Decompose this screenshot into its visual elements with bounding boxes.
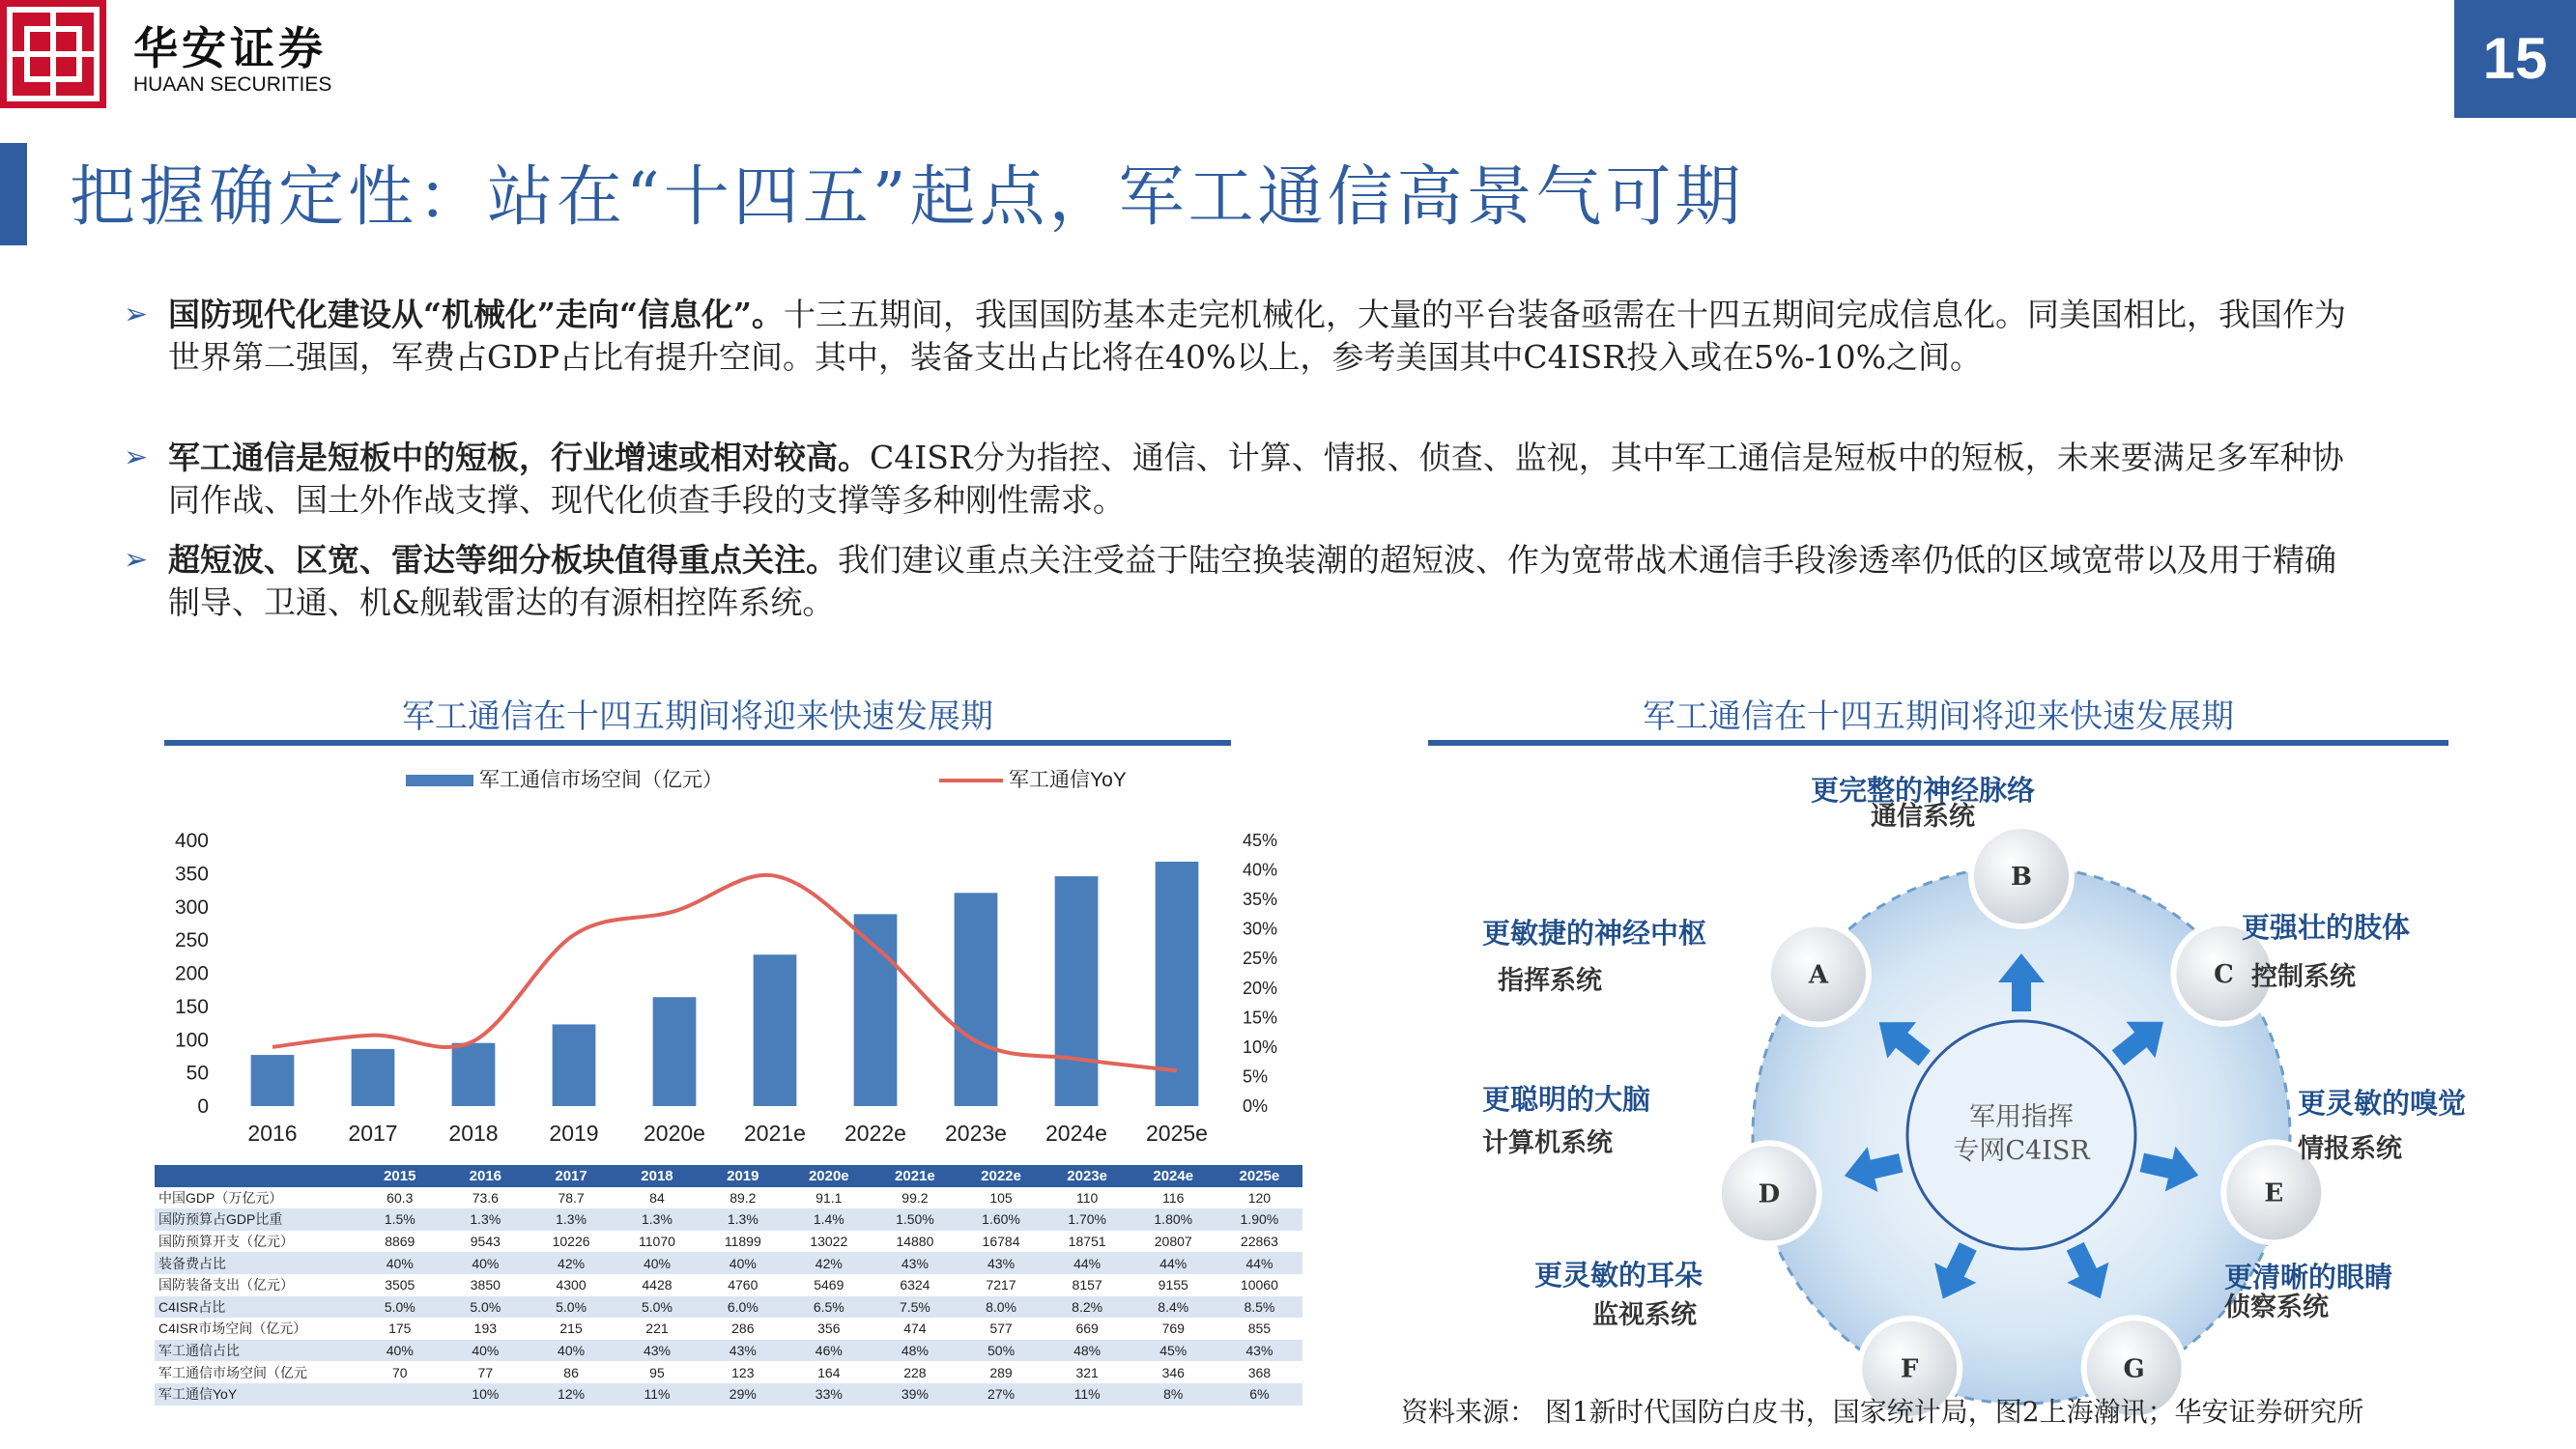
legend-bar-label: 军工通信市场空间（亿元） (479, 769, 723, 791)
table-header-cell: 2018 (615, 1165, 701, 1187)
node-caption: 更灵敏的嗅觉 (2298, 1087, 2467, 1120)
bullet-3-text: 我们建议重点关注受益于陆空换装潮的超短波、作为宽带战术通信手段渗透率仍低的区域宽带以及用于精确制导、卫通、机&舰载雷达的有源相控阵系统。 (168, 541, 2336, 621)
table-cell: 91.1 (816, 1189, 843, 1206)
node-system-label: 计算机系统 (1482, 1128, 1613, 1158)
y-left-tick-label: 150 (174, 995, 209, 1018)
right-section-rule (1428, 740, 2448, 746)
y-left-tick-label: 300 (174, 895, 209, 919)
table-cell: 11070 (639, 1234, 675, 1250)
y-right-tick-label: 15% (1243, 1008, 1278, 1028)
table-cell: 9543 (470, 1234, 501, 1250)
node-letter: A (1808, 960, 1829, 990)
node-letter: E (2264, 1179, 2284, 1208)
node-system-label: 通信系统 (1871, 802, 1975, 832)
table-cell: 215 (559, 1321, 583, 1337)
x-tick-label: 2016 (247, 1121, 298, 1146)
table-cell: 48% (872, 1340, 958, 1362)
x-tick-label: 2020e (644, 1121, 705, 1146)
table-cell: 50% (958, 1340, 1044, 1362)
table-cell: 105 (989, 1189, 1013, 1206)
table-row-label: C4ISR市场空间（亿元） (158, 1321, 307, 1337)
bullet-1-text: 十三五期间，我国国防基本走完机械化，大量的平台装备亟需在十四五期间完成信息化。同美国相比，我国作为世界第二强国，军费占GDP占比有提升空间。其中，装备支出占比将在40%以上，参考美国其中C4ISR投入或在5%-10%之间。 (168, 296, 2346, 376)
table-row-label: 国防预算开支（亿元） (158, 1234, 294, 1250)
bullet-3-bold: 超短波、区宽、雷达等细分板块值得重点关注。 (168, 541, 838, 579)
table-cell: 6.0% (700, 1296, 786, 1319)
center-label-line1: 军用指挥 (1969, 1102, 2074, 1132)
bar-2021e (754, 954, 797, 1106)
table-cell: 577 (989, 1321, 1013, 1337)
node-caption: 更完整的神经脉络 (1810, 774, 2036, 807)
table-cell: 1.3% (529, 1208, 615, 1231)
table-cell: 3505 (385, 1277, 415, 1293)
table-cell: 855 (1247, 1321, 1272, 1337)
table-cell: 1.3% (615, 1208, 701, 1231)
table-cell: 16784 (982, 1234, 1020, 1250)
table-cell: 77 (477, 1364, 494, 1380)
table-cell: 13022 (810, 1234, 848, 1250)
table-cell: 286 (731, 1321, 755, 1337)
table-cell: 44% (1216, 1252, 1302, 1274)
table-row (155, 1208, 1302, 1231)
x-tick-label: 2025e (1146, 1121, 1208, 1146)
table-cell: 6.5% (786, 1296, 872, 1319)
table-row (155, 1274, 1302, 1296)
logo-chinese-name: 华安证券 (133, 22, 327, 74)
table-cell: 1.3% (443, 1208, 529, 1231)
c4isr-diagram (1482, 763, 2474, 1384)
right-section-title: 军工通信在十四五期间将迎来快速发展期 (1643, 697, 2234, 736)
table-cell: 46% (786, 1340, 872, 1362)
table-cell: 1.5% (358, 1208, 444, 1231)
table-cell: 11% (1045, 1383, 1131, 1406)
bullet-3 (124, 539, 2361, 624)
table-cell: 40% (615, 1252, 701, 1274)
bullet-1 (124, 294, 2361, 379)
node-caption: 更灵敏的耳朵 (1534, 1259, 1703, 1292)
table-cell: 356 (817, 1321, 841, 1337)
y-left-tick-label: 350 (174, 863, 209, 886)
table-row-label: 国防预算占GDP比重 (155, 1208, 358, 1231)
table-cell: 1.4% (786, 1208, 872, 1231)
table-cell: 7217 (986, 1277, 1016, 1293)
table-cell: 123 (731, 1364, 755, 1380)
table-cell: 1.80% (1131, 1208, 1216, 1231)
table-cell: 40% (443, 1340, 529, 1362)
bullet-arrow-icon: ➢ (124, 440, 149, 474)
node-letter: F (1900, 1354, 1919, 1384)
table-cell: 42% (786, 1252, 872, 1274)
table-cell: 18751 (1068, 1234, 1106, 1250)
legend-line-label: 军工通信YoY (1009, 769, 1127, 791)
table-cell: 33% (786, 1383, 872, 1406)
table-header-cell: 2019 (700, 1165, 786, 1187)
node-system-label: 指挥系统 (1498, 966, 1602, 996)
table-cell: 43% (872, 1252, 958, 1274)
title-accent-bar (0, 143, 27, 245)
table-cell: 116 (1162, 1189, 1185, 1206)
table-header-cell (155, 1165, 358, 1187)
table-row-label: 国防装备支出（亿元） (158, 1277, 294, 1293)
table-cell: 40% (358, 1252, 444, 1274)
y-left-tick-label: 250 (174, 929, 209, 952)
bar-2020e (653, 997, 697, 1106)
table-cell: 5.0% (615, 1296, 701, 1319)
bar-2023e (955, 893, 998, 1106)
y-right-tick-label: 30% (1243, 919, 1278, 939)
center-circle (1907, 1021, 2135, 1249)
table-cell: 1.70% (1045, 1208, 1131, 1231)
table-row-label: 中国GDP（万亿元） (158, 1189, 283, 1206)
bar-2018 (452, 1043, 496, 1106)
table-cell: 346 (1161, 1364, 1185, 1380)
table-cell: 8% (1131, 1383, 1216, 1406)
y-right-tick-label: 45% (1243, 831, 1278, 850)
table-cell: 11899 (724, 1234, 761, 1250)
node-system-label: 侦察系统 (2224, 1293, 2329, 1322)
table-cell: 228 (903, 1364, 927, 1380)
left-section-rule (164, 740, 1231, 746)
node-system-label: 控制系统 (2251, 962, 2356, 992)
table-cell: 221 (645, 1321, 669, 1337)
bullet-2 (124, 437, 2361, 522)
bar-2022e (854, 914, 898, 1106)
table-cell: 4428 (642, 1277, 673, 1293)
table-cell: 1.50% (872, 1208, 958, 1231)
table-cell: 10226 (552, 1234, 590, 1250)
node-A (1768, 924, 1869, 1025)
table-cell: 7.5% (872, 1296, 958, 1319)
table-header-cell: 2017 (529, 1165, 615, 1187)
left-section-title: 军工通信在十四五期间将迎来快速发展期 (402, 697, 993, 736)
table-cell: 368 (1247, 1364, 1272, 1380)
table-cell: 44% (1131, 1252, 1216, 1274)
node-letter: D (1758, 1179, 1781, 1209)
y-left-tick-label: 0 (197, 1095, 209, 1118)
table-cell: 40% (529, 1340, 615, 1362)
table-row (155, 1318, 1302, 1340)
table-cell: 5.0% (358, 1296, 444, 1319)
table-row (155, 1252, 1302, 1274)
table-cell: 95 (649, 1364, 665, 1380)
node-letter: G (2123, 1354, 2145, 1384)
legend-bar-swatch (406, 775, 473, 786)
logo-mark (0, 0, 106, 108)
table-cell: 6324 (900, 1277, 930, 1293)
logo-english-name: HUAAN SECURITIES (133, 73, 332, 96)
table-cell: 48% (1045, 1340, 1131, 1362)
table-cell: 73.6 (472, 1189, 499, 1206)
table-cell: 39% (872, 1383, 958, 1406)
node-letter: B (2011, 863, 2032, 892)
bullet-arrow-icon: ➢ (124, 298, 149, 331)
node-system-label: 情报系统 (2298, 1134, 2402, 1164)
table-cell: 289 (989, 1364, 1013, 1380)
y-left-tick-label: 50 (186, 1062, 209, 1085)
table-cell: 86 (563, 1364, 579, 1380)
x-tick-label: 2024e (1045, 1121, 1107, 1146)
y-right-tick-label: 5% (1243, 1066, 1269, 1087)
table-cell: 8.4% (1131, 1296, 1216, 1319)
y-right-tick-label: 10% (1243, 1037, 1278, 1057)
node-B (1971, 826, 2072, 926)
table-row-label: C4ISR占比 (155, 1296, 358, 1319)
table-row (155, 1361, 1302, 1383)
table-cell: 14880 (896, 1234, 934, 1250)
source-note: 资料来源： 图1新时代国防白皮书，国家统计局，图2上海瀚讯；华安证券研究所 (1401, 1396, 2364, 1428)
table-cell: 321 (1075, 1364, 1099, 1380)
table-row (155, 1383, 1302, 1406)
bar-2019 (553, 1024, 596, 1106)
center-label-line2: 专网C4ISR (1953, 1136, 2090, 1166)
x-tick-label: 2021e (744, 1121, 806, 1146)
table-cell: 40% (700, 1252, 786, 1274)
x-tick-label: 2019 (549, 1121, 599, 1146)
table-cell: 8869 (385, 1234, 415, 1250)
table-cell: 1.90% (1216, 1208, 1302, 1231)
table-cell: 10060 (1240, 1277, 1278, 1293)
table-cell: 193 (473, 1321, 498, 1337)
table-cell: 1.3% (700, 1208, 786, 1231)
y-right-tick-label: 0% (1243, 1096, 1269, 1116)
node-caption: 更清晰的眼睛 (2224, 1261, 2393, 1293)
x-tick-label: 2023e (945, 1121, 1007, 1146)
market-combo-chart (155, 753, 1343, 1159)
table-cell: 4300 (556, 1277, 587, 1293)
table-cell: 5.0% (529, 1296, 615, 1319)
table-cell: 43% (700, 1340, 786, 1362)
table-row-label: 军工通信市场空间（亿元 (158, 1364, 307, 1380)
chart-legend (406, 769, 1127, 791)
node-D (1719, 1143, 1819, 1243)
table-cell: 40% (443, 1252, 529, 1274)
table-cell: 8.0% (958, 1296, 1044, 1319)
bar-2024e (1055, 876, 1099, 1106)
table-cell: 40% (358, 1340, 444, 1362)
table-header-cell: 2020e (786, 1165, 872, 1187)
table-cell: 12% (529, 1383, 615, 1406)
table-cell (358, 1383, 444, 1406)
table-cell: 1.60% (958, 1208, 1044, 1231)
table-row-label: 军工通信占比 (155, 1340, 358, 1362)
table-cell: 43% (1216, 1340, 1302, 1362)
table-cell: 3850 (470, 1277, 501, 1293)
table-header-cell: 2022e (958, 1165, 1044, 1187)
table-header-cell: 2021e (872, 1165, 958, 1187)
y-left-tick-label: 200 (174, 962, 209, 985)
table-header-cell: 2025e (1216, 1165, 1302, 1187)
bullet-arrow-icon: ➢ (124, 543, 149, 577)
page-number: 15 (2454, 0, 2576, 118)
table-cell: 22863 (1240, 1234, 1278, 1250)
table-cell: 10% (443, 1383, 529, 1406)
table-cell: 769 (1161, 1321, 1185, 1337)
bullet-2-text: C4ISR分为指控、通信、计算、情报、侦查、监视，其中军工通信是短板中的短板，未来要满足多军种协同作战、国土外作战支撑、现代化侦查手段的支撑等多种刚性需求。 (168, 439, 2344, 519)
table-header-row (155, 1165, 1302, 1187)
table-cell: 78.7 (558, 1189, 585, 1206)
table-row (155, 1296, 1302, 1319)
table-cell: 27% (958, 1383, 1044, 1406)
bar-2017 (352, 1049, 395, 1106)
table-cell: 6% (1216, 1383, 1302, 1406)
table-cell: 4760 (728, 1277, 758, 1293)
bullet-2-bold: 军工通信是短板中的短板，行业增速或相对较高。 (168, 439, 870, 476)
table-cell: 29% (700, 1383, 786, 1406)
table-cell: 89.2 (730, 1189, 757, 1206)
table-header-cell: 2015 (358, 1165, 444, 1187)
table-header-cell: 2023e (1045, 1165, 1131, 1187)
data-table (155, 1165, 1302, 1406)
y-right-tick-label: 35% (1243, 890, 1278, 910)
bar-2016 (251, 1055, 295, 1106)
table-cell: 11% (615, 1383, 701, 1406)
x-tick-label: 2017 (348, 1121, 398, 1146)
table-cell: 669 (1075, 1321, 1099, 1337)
table-cell: 70 (392, 1364, 408, 1380)
table-cell: 8157 (1072, 1277, 1102, 1293)
table-header-cell: 2016 (443, 1165, 529, 1187)
y-right-tick-label: 40% (1243, 860, 1278, 880)
table-cell: 8.5% (1216, 1296, 1302, 1319)
table-cell: 5.0% (443, 1296, 529, 1319)
y-left-tick-label: 400 (174, 830, 209, 852)
table-cell: 42% (529, 1252, 615, 1274)
table-cell: 43% (958, 1252, 1044, 1274)
node-letter: C (2214, 959, 2234, 989)
table-row-label: 装备费占比 (155, 1252, 358, 1274)
x-tick-label: 2018 (448, 1121, 499, 1146)
node-caption: 更聪明的大脑 (1482, 1083, 1651, 1116)
page-title: 把握确定性：站在“十四五”起点，军工通信高景气可期 (70, 159, 1745, 236)
table-cell: 99.2 (902, 1189, 929, 1206)
y-right-tick-label: 20% (1243, 978, 1278, 998)
table-cell: 43% (615, 1340, 701, 1362)
table-row (155, 1231, 1302, 1253)
node-caption: 更强壮的肢体 (2242, 911, 2411, 944)
table-header-cell: 2024e (1131, 1165, 1216, 1187)
table-cell: 9155 (1158, 1277, 1188, 1293)
table-cell: 120 (1247, 1189, 1272, 1206)
bullet-1-bold: 国防现代化建设从“机械化”走向“信息化”。 (168, 296, 784, 333)
yoy-series-line (272, 875, 1177, 1070)
table-cell: 20807 (1154, 1234, 1192, 1250)
node-caption: 更敏捷的神经中枢 (1482, 917, 1707, 950)
y-right-tick-label: 25% (1243, 949, 1278, 969)
x-tick-label: 2022e (844, 1121, 906, 1146)
table-cell: 45% (1131, 1340, 1216, 1362)
y-left-tick-label: 100 (174, 1029, 209, 1052)
table-cell: 164 (817, 1364, 841, 1380)
table-cell: 60.3 (386, 1189, 414, 1206)
table-cell: 8.2% (1045, 1296, 1131, 1319)
table-cell: 44% (1045, 1252, 1131, 1274)
table-row-label: 军工通信YoY (155, 1383, 358, 1406)
table-cell: 110 (1075, 1189, 1099, 1206)
table-cell: 474 (903, 1321, 927, 1337)
table-cell: 5469 (814, 1277, 844, 1293)
table-row (155, 1187, 1302, 1209)
table-cell: 84 (649, 1189, 665, 1206)
table-cell: 175 (388, 1321, 412, 1337)
node-system-label: 监视系统 (1592, 1300, 1697, 1330)
table-row (155, 1340, 1302, 1362)
